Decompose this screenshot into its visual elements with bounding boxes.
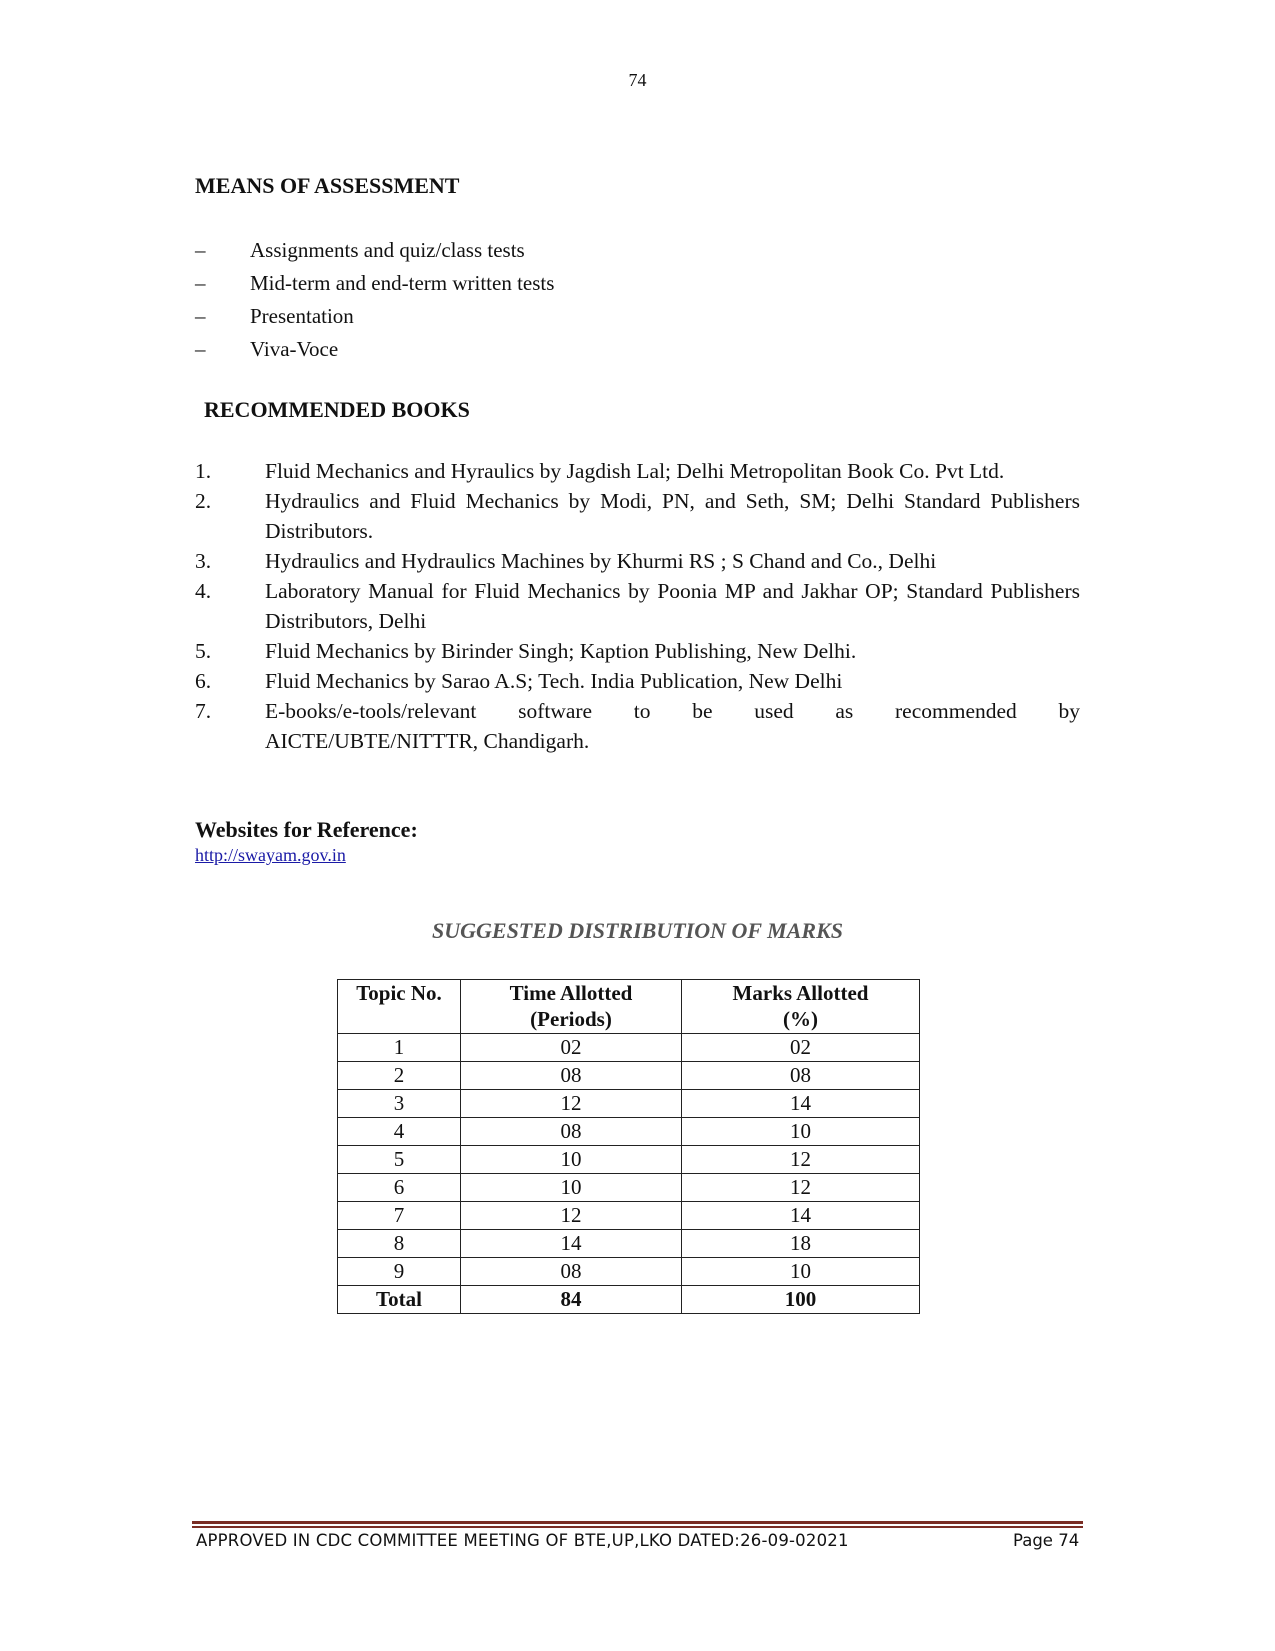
assessment-list [195, 234, 554, 366]
table-cell: 2 [338, 1062, 461, 1090]
book-item [195, 486, 1080, 546]
bullet-dash: – [195, 238, 206, 262]
table-cell: 6 [338, 1174, 461, 1202]
book-text-line: E-books/e-tools/relevant software to be used as recommended by [265, 699, 1080, 723]
table-cell: 08 [461, 1258, 682, 1286]
table-cell: 3 [338, 1090, 461, 1118]
footer-rule [192, 1526, 1083, 1528]
table-cell: 10 [461, 1174, 682, 1202]
table-row [338, 1034, 920, 1062]
book-text-line: AICTE/UBTE/NITTTR, Chandigarh. [265, 729, 590, 753]
marks-table [337, 979, 920, 1314]
bullet-dash: – [195, 271, 206, 295]
table-row [338, 1174, 920, 1202]
book-text: Hydraulics and Fluid Mechanics by Modi, PN, and Seth, SM; Delhi Standard Publishers Distributors. [265, 489, 1080, 543]
book-item [195, 456, 1080, 486]
footer-approval-text: APPROVED IN CDC COMMITTEE MEETING OF BTE,UP,LKO DATED:26-09-02021 [196, 1531, 849, 1550]
book-number: 7. [195, 699, 212, 723]
book-text: Fluid Mechanics and Hyraulics by Jagdish Lal; Delhi Metropolitan Book Co. Pvt Ltd. [265, 459, 1005, 483]
column-header: Topic No. [338, 980, 461, 1034]
list-item [195, 333, 554, 366]
page-number: 74 [628, 70, 647, 90]
table-cell: 8 [338, 1230, 461, 1258]
book-text: Hydraulics and Hydraulics Machines by Khurmi RS ; S Chand and Co., Delhi [265, 549, 937, 573]
book-number: 6. [195, 669, 212, 693]
table-cell: 9 [338, 1258, 461, 1286]
table-cell: 12 [682, 1174, 920, 1202]
table-row [338, 1202, 920, 1230]
table-cell: 12 [461, 1202, 682, 1230]
list-item-text: Mid-term and end-term written tests [250, 271, 555, 295]
table-cell: 08 [461, 1118, 682, 1146]
books-list [195, 456, 1080, 756]
list-item-text: Viva-Voce [250, 337, 339, 361]
table-cell: 10 [682, 1118, 920, 1146]
table-cell: 12 [682, 1146, 920, 1174]
table-cell: 14 [461, 1230, 682, 1258]
book-text: Fluid Mechanics by Sarao A.S; Tech. India Publication, New Delhi [265, 669, 843, 693]
table-total-row [338, 1286, 920, 1314]
table-row [338, 1062, 920, 1090]
assessment-heading: MEANS OF ASSESSMENT [195, 173, 460, 198]
list-item-text: Assignments and quiz/class tests [250, 238, 525, 262]
book-text: Fluid Mechanics by Birinder Singh; Kaption Publishing, New Delhi. [265, 639, 857, 663]
table-cell: 5 [338, 1146, 461, 1174]
book-item [195, 636, 1080, 666]
table-row [338, 1146, 920, 1174]
table-cell: 08 [682, 1062, 920, 1090]
bullet-dash: – [195, 304, 206, 328]
table-cell: 02 [461, 1034, 682, 1062]
table-cell: 100 [682, 1286, 920, 1314]
table-row [338, 1118, 920, 1146]
table-cell: Total [338, 1286, 461, 1314]
book-item [195, 666, 1080, 696]
website-link[interactable]: http://swayam.gov.in [195, 845, 346, 865]
book-number: 5. [195, 639, 212, 663]
table-cell: 08 [461, 1062, 682, 1090]
table-cell: 14 [682, 1090, 920, 1118]
book-text: Laboratory Manual for Fluid Mechanics by Poonia MP and Jakhar OP; Standard Publishers Distributors, Delhi [265, 579, 1080, 633]
table-cell: 14 [682, 1202, 920, 1230]
column-header: Time Allotted (Periods) [461, 980, 682, 1034]
table-row [338, 1230, 920, 1258]
book-item [195, 546, 1080, 576]
list-item [195, 267, 554, 300]
footer-rule [192, 1521, 1083, 1524]
footer-page-label: Page 74 [1013, 1531, 1080, 1550]
table-cell: 10 [682, 1258, 920, 1286]
table-row [338, 1090, 920, 1118]
list-item [195, 300, 554, 333]
book-number: 3. [195, 549, 212, 573]
table-header-row [338, 980, 920, 1034]
table-cell: 84 [461, 1286, 682, 1314]
table-cell: 1 [338, 1034, 461, 1062]
table-cell: 10 [461, 1146, 682, 1174]
table-cell: 02 [682, 1034, 920, 1062]
table-row [338, 1258, 920, 1286]
websites-heading: Websites for Reference: [195, 817, 418, 842]
bullet-dash: – [195, 337, 206, 361]
table-cell: 12 [461, 1090, 682, 1118]
table-cell: 18 [682, 1230, 920, 1258]
book-item [195, 576, 1080, 636]
list-item-text: Presentation [250, 304, 354, 328]
book-number: 4. [195, 579, 212, 603]
column-header: Marks Allotted (%) [682, 980, 920, 1034]
book-item [195, 696, 1080, 756]
table-cell: 4 [338, 1118, 461, 1146]
books-heading: RECOMMENDED BOOKS [204, 397, 470, 422]
list-item [195, 234, 554, 267]
book-number: 1. [195, 459, 212, 483]
book-text [265, 696, 1080, 756]
book-number: 2. [195, 489, 212, 513]
distribution-heading: SUGGESTED DISTRIBUTION OF MARKS [432, 918, 843, 943]
table-cell: 7 [338, 1202, 461, 1230]
